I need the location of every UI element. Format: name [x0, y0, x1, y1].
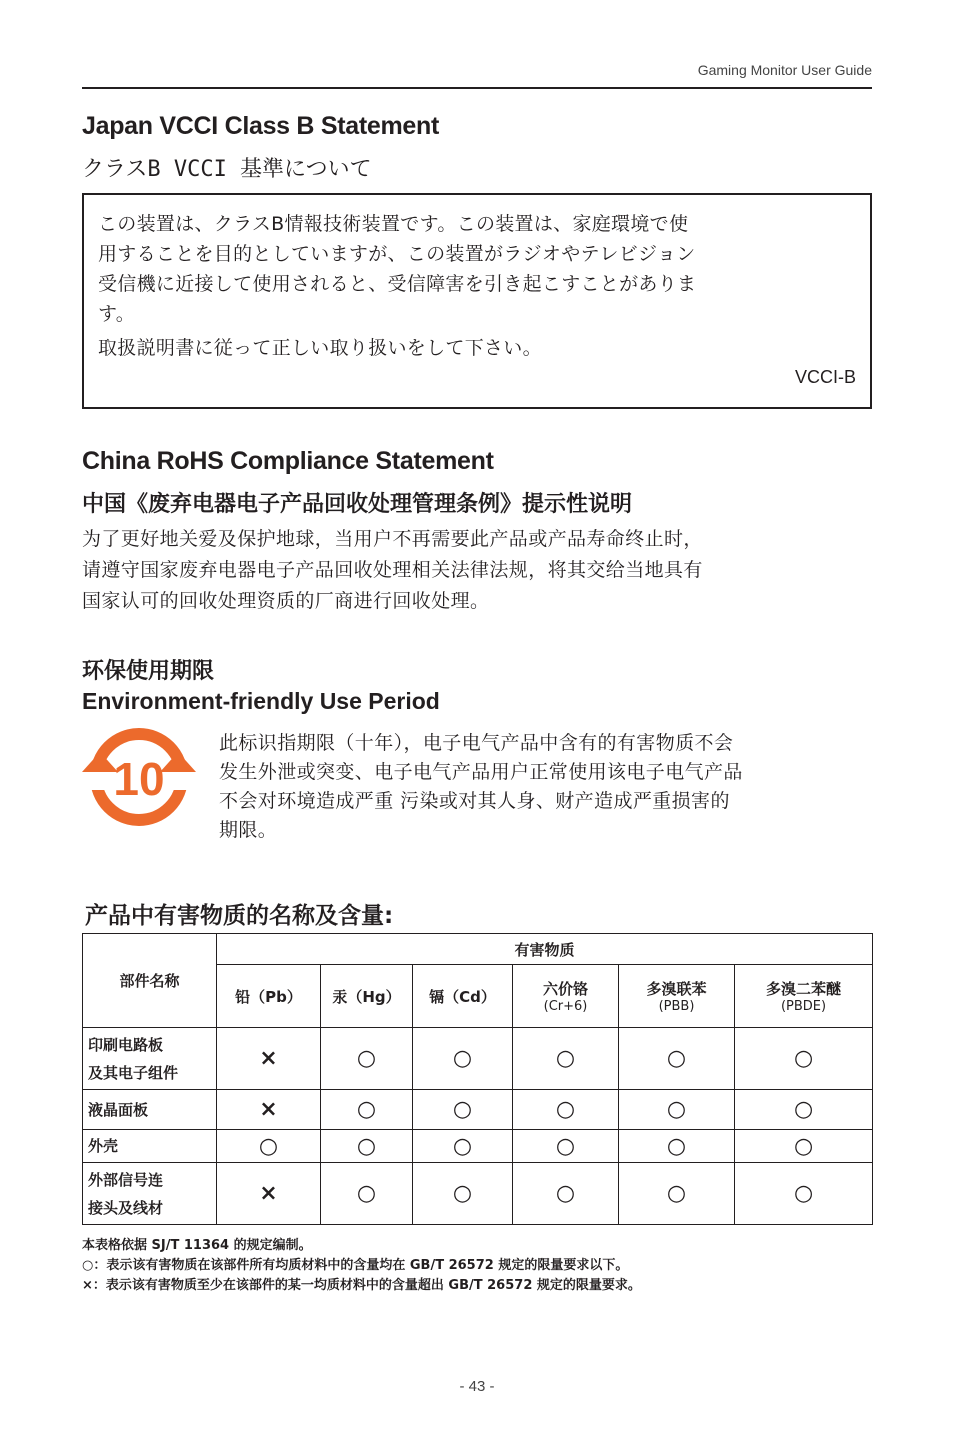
header-rule [82, 87, 872, 89]
table-row [83, 1028, 873, 1090]
rohs-line-2: 请遵守国家废弃电器电子产品回收处理相关法律法规，将其交给当地具有 [82, 559, 703, 581]
mark-cell: ○ [619, 1028, 735, 1090]
mark-cell: ○ [513, 1090, 619, 1130]
substance-header [321, 965, 413, 1028]
table-note-cross: ×：表示该有害物质至少在该部件的某一均质材料中的含量超出 GB/T 26572 规定的限量要求。 [82, 1278, 641, 1293]
substance-symbol: (Cr+6) [543, 999, 588, 1014]
part-name-cell [83, 1163, 217, 1225]
rohs-title-cn: 中国《废弃电器电子产品回收处理管理条例》提示性说明 [82, 492, 633, 517]
efup-line-4: 期限。 [219, 819, 278, 841]
efup-title: Environment-friendly Use Period [82, 688, 440, 714]
mark-cell: ○ [217, 1130, 321, 1163]
substance-header [217, 965, 321, 1028]
mark-cell: ○ [619, 1163, 735, 1225]
part-name: 外壳 [88, 1137, 119, 1155]
mark-cell: ○ [413, 1163, 513, 1225]
mark-cell: ○ [735, 1130, 873, 1163]
vcci-line-3: 受信機に近接して使用されると、受信障害を引き起こすことがありま [98, 273, 697, 295]
part-name-cell [83, 1090, 217, 1130]
part-name: 液晶面板 [88, 1100, 149, 1119]
vcci-line-1: この装置は、クラスB情報技術装置です。この装置は、家庭環境で使 [98, 213, 689, 235]
mark-cell: × [217, 1028, 321, 1090]
vcci-title-jp: クラスB VCCI 基準について [82, 157, 372, 182]
table-note-circle: ○：表示该有害物质在该部件所有均质材料中的含量均在 GB/T 26572 规定的限量要求以下。 [82, 1258, 629, 1273]
hazardous-substance-table [82, 933, 873, 1225]
substance-name: 汞（Hg） [332, 987, 401, 1006]
mark-cell: ○ [735, 1028, 873, 1090]
vcci-tag: VCCI-B [794, 367, 856, 387]
mark-cell: ○ [735, 1163, 873, 1225]
part-name-cell [83, 1130, 217, 1163]
vcci-statement-box [82, 193, 872, 409]
mark-cell: ○ [735, 1090, 873, 1130]
substance-name: 多溴二苯醚 [766, 980, 842, 998]
rohs-line-3: 国家认可的回收处理资质的厂商进行回收处理。 [82, 590, 490, 612]
mark-cell: × [217, 1163, 321, 1225]
part-name: 及其电子组件 [88, 1063, 179, 1082]
mark-cell: × [217, 1090, 321, 1130]
table-row [83, 1090, 873, 1130]
table-row [83, 1130, 873, 1163]
table-note-standard: 本表格依据 SJ/T 11364 的规定编制。 [82, 1238, 312, 1253]
page-number: - 43 - [459, 1378, 495, 1395]
efup-logo-number: 10 [113, 753, 165, 805]
mark-cell: ○ [321, 1163, 413, 1225]
vcci-instruction: 取扱説明書に従って正しい取り扱いをして下さい。 [98, 337, 542, 359]
substance-name: 六价铬 [542, 980, 588, 998]
substance-symbol: (PBB) [658, 999, 695, 1014]
mark-cell: ○ [413, 1090, 513, 1130]
mark-cell: ○ [513, 1130, 619, 1163]
mark-cell: ○ [513, 1028, 619, 1090]
substance-name: 铅（Pb） [235, 987, 302, 1006]
part-name: 外部信号连 [88, 1170, 164, 1189]
mark-cell: ○ [321, 1090, 413, 1130]
efup-line-3: 不会对环境造成严重 污染或对其人身、财产造成严重损害的 [219, 790, 730, 812]
vcci-line-2: 用することを目的としていますが、この装置がラジオやテレビジョン [98, 243, 696, 265]
mark-cell: ○ [619, 1090, 735, 1130]
mark-cell: ○ [619, 1130, 735, 1163]
mark-cell: ○ [413, 1028, 513, 1090]
part-name-cell [83, 1028, 217, 1090]
substance-header [413, 965, 513, 1028]
efup-10-logo [82, 726, 196, 828]
rohs-title: China RoHS Compliance Statement [82, 447, 494, 475]
guide-title: Gaming Monitor User Guide [697, 62, 872, 78]
substance-header [735, 965, 873, 1028]
substance-name: 多溴联苯 [646, 980, 707, 998]
mark-cell: ○ [321, 1028, 413, 1090]
mark-cell: ○ [413, 1130, 513, 1163]
vcci-line-4: す。 [98, 303, 136, 325]
efup-line-1: 此标识指期限（十年），电子电气产品中含有的有害物质不会 [219, 732, 734, 754]
vcci-title: Japan VCCI Class B Statement [82, 112, 439, 140]
substance-header [513, 965, 619, 1028]
efup-title-cn: 环保使用期限 [82, 659, 215, 684]
substance-name: 镉（Cd） [429, 987, 496, 1006]
part-name: 接头及线材 [88, 1198, 164, 1217]
rohs-line-1: 为了更好地关爱及保护地球，当用户不再需要此产品或产品寿命终止时， [82, 528, 703, 550]
substance-header [619, 965, 735, 1028]
efup-line-2: 发生外泄或突变、电子电气产品用户正常使用该电子电气产品 [219, 761, 743, 783]
table-header-row [83, 934, 873, 965]
table-row [83, 1163, 873, 1225]
part-name-header: 部件名称 [83, 934, 217, 1028]
mark-cell: ○ [321, 1130, 413, 1163]
mark-cell: ○ [513, 1163, 619, 1225]
hazardous-substances-header: 有害物质 [217, 934, 873, 965]
part-name: 印刷电路板 [88, 1035, 164, 1054]
substance-symbol: (PBDE) [780, 999, 827, 1014]
hazard-table-title: 产品中有害物质的名称及含量: [85, 903, 394, 929]
